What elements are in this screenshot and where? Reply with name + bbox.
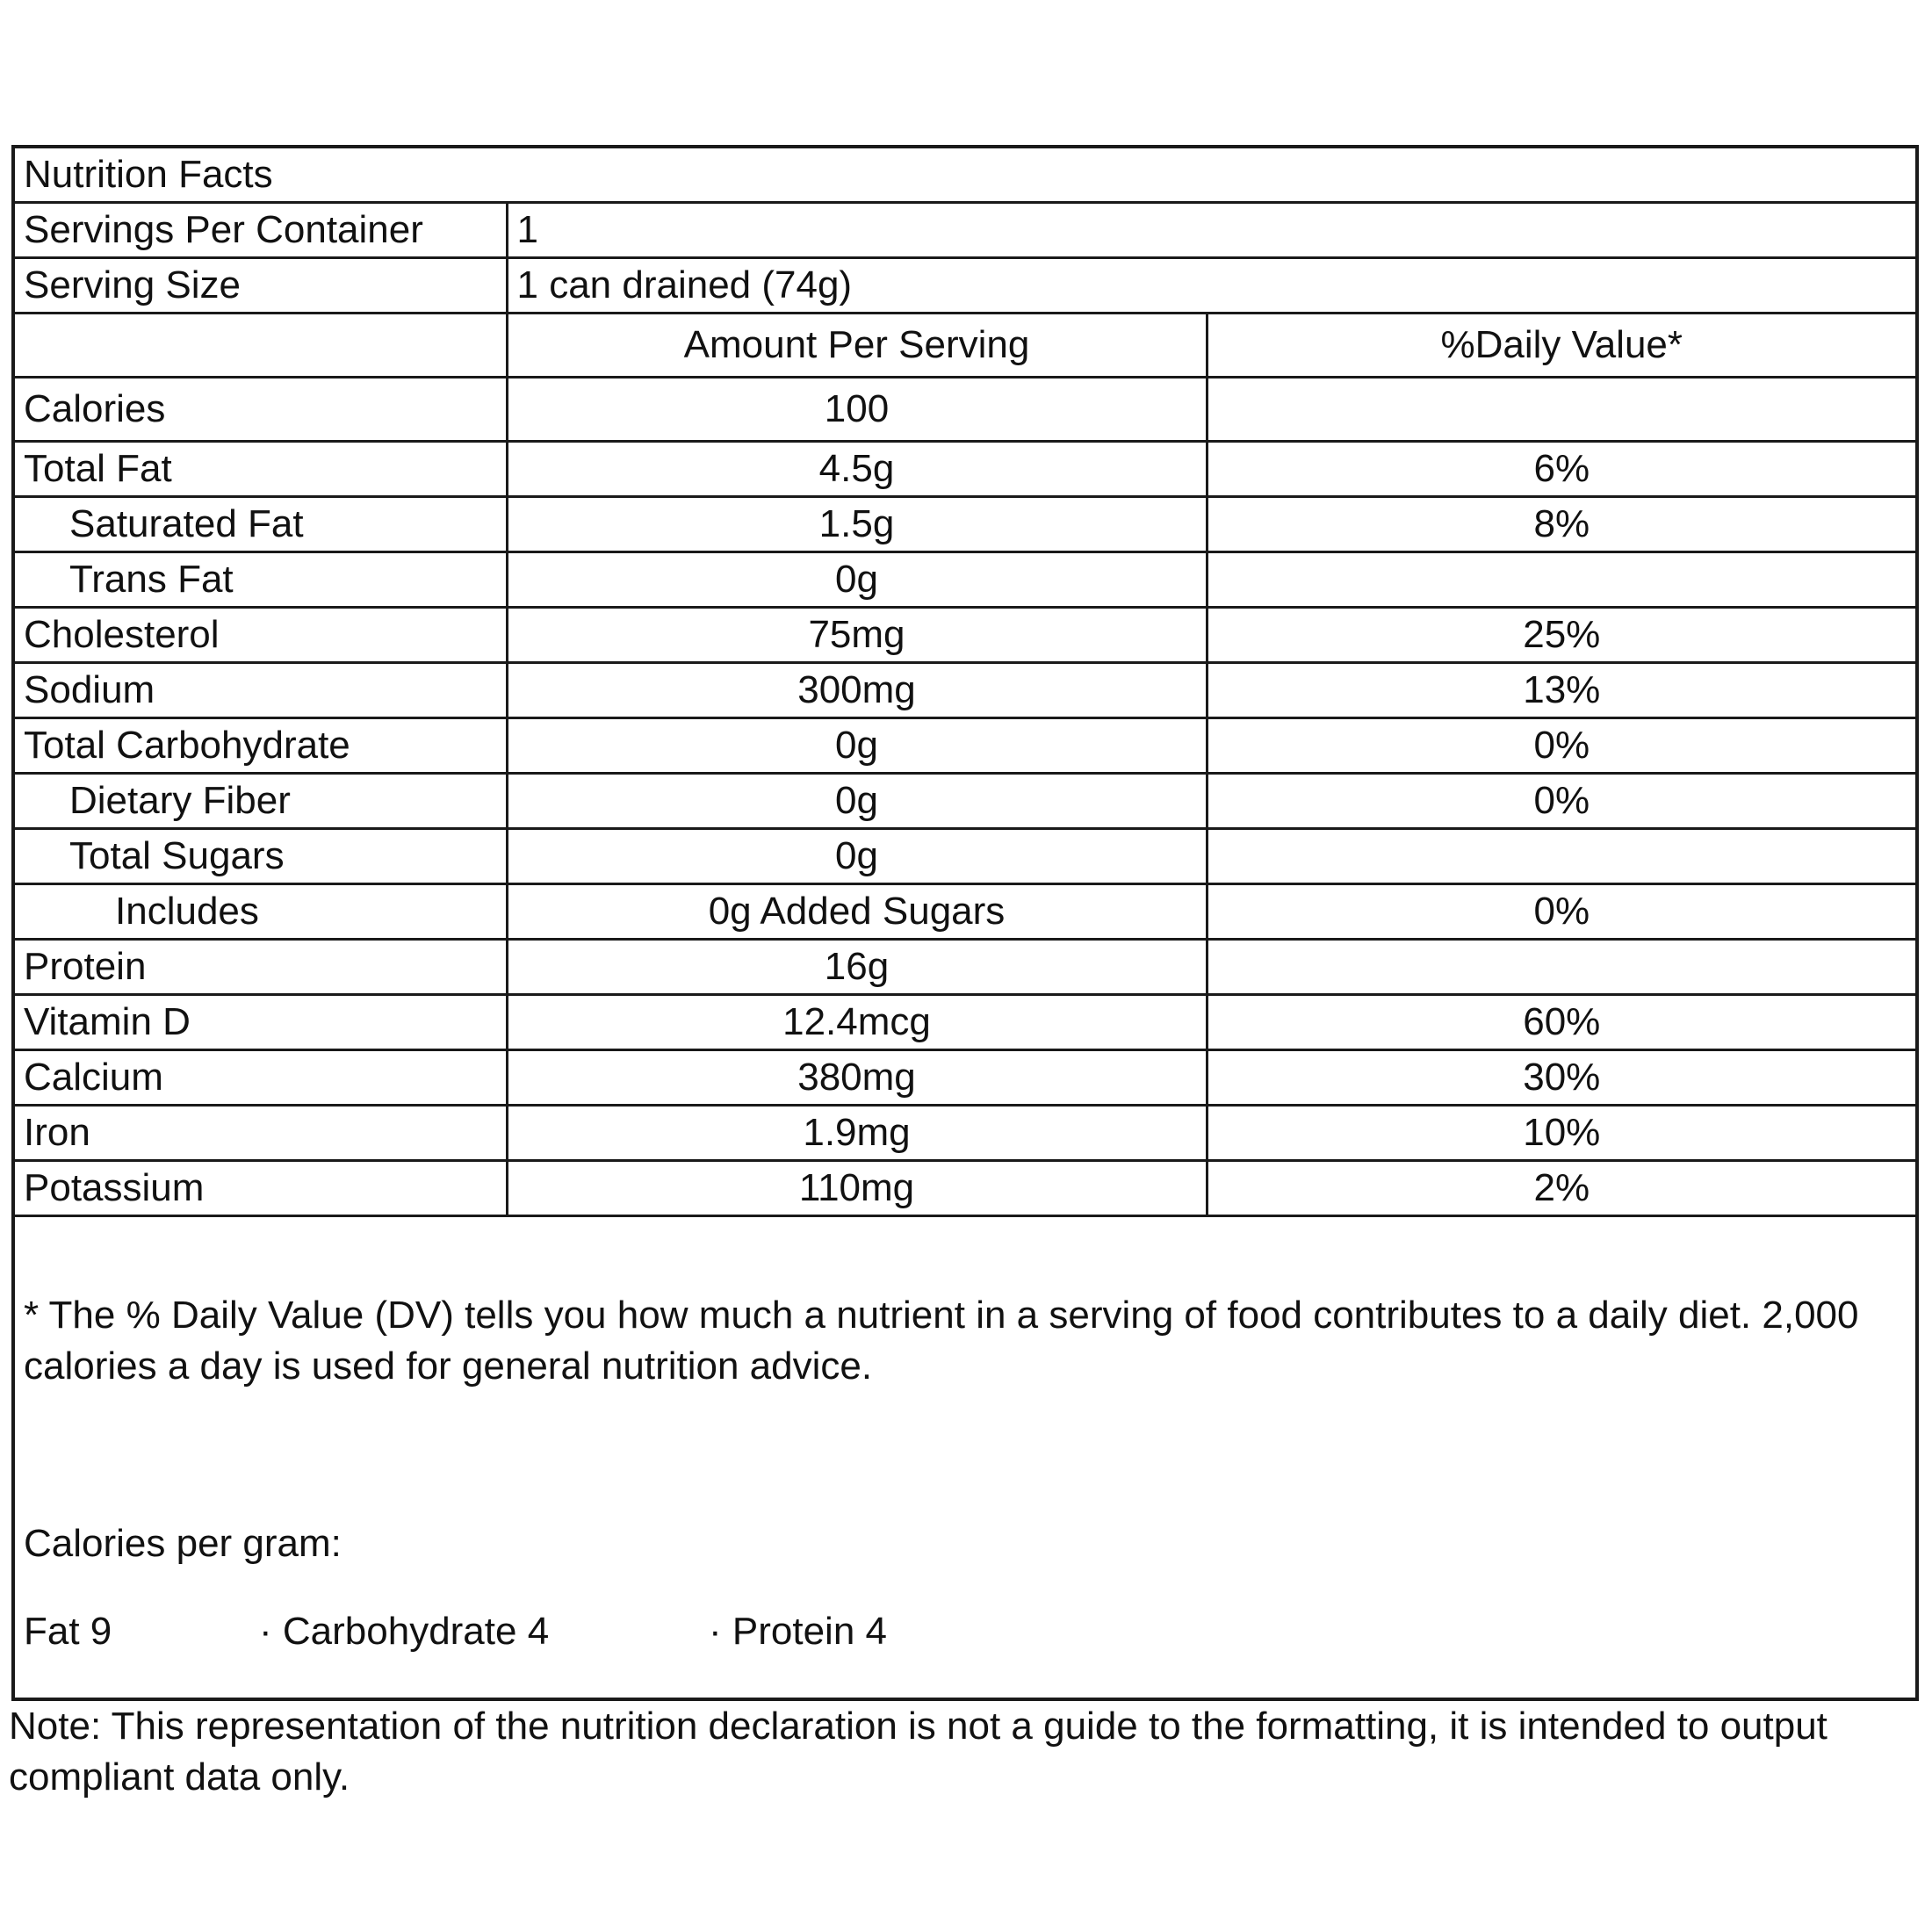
nutrient-daily-value: 60% [1207,995,1915,1050]
nutrient-name: Total Sugars [15,829,507,884]
formatting-note: Note: This representation of the nutrition declaration is not a guide to the formatting, it is intended to output compliant data only. [9,1705,1827,1799]
nutrient-row-added-sugars [15,884,1915,940]
nutrient-row-calcium [15,1050,1915,1106]
label-title: Nutrition Facts [15,148,1915,203]
nutrient-name: Trans Fat [15,552,507,608]
nutrient-row-trans-fat [15,552,1915,608]
nutrient-daily-value: 8% [1207,497,1915,552]
nutrient-name: Potassium [15,1161,507,1216]
nutrient-name: Sodium [15,663,507,718]
title-row [15,148,1915,203]
nutrient-row-vitamin-d [15,995,1915,1050]
column-header-blank [15,314,507,378]
nutrient-amount: 0g Added Sugars [507,884,1207,940]
calories-per-gram-fat: Fat 9 [24,1610,112,1653]
serving-size-value: 1 can drained (74g) [507,258,1915,314]
nutrient-amount: 75mg [507,608,1207,663]
column-header-row [15,314,1915,378]
nutrient-daily-value: 13% [1207,663,1915,718]
servings-per-container-label: Servings Per Container [15,203,507,258]
nutrient-daily-value: 10% [1207,1106,1915,1161]
calories-per-gram-carbohydrate: · Carbohydrate 4 [259,1610,550,1653]
nutrient-amount: 1.9mg [507,1106,1207,1161]
column-header-amount: Amount Per Serving [507,314,1207,378]
nutrient-row-sodium [15,663,1915,718]
nutrient-row-calories [15,378,1915,442]
nutrient-row-dietary-fiber [15,774,1915,829]
nutrient-daily-value [1207,829,1915,884]
calories-per-gram-values [15,1606,1069,1657]
serving-size-row [15,258,1915,314]
nutrient-name: Total Fat [15,442,507,497]
nutrient-row-total-fat [15,442,1915,497]
nutrient-row-cholesterol [15,608,1915,663]
serving-size-label: Serving Size [15,258,507,314]
servings-per-container-row [15,203,1915,258]
nutrient-row-total-carbohydrate [15,718,1915,774]
nutrient-row-protein [15,940,1915,995]
nutrient-daily-value [1207,378,1915,442]
nutrient-amount: 0g [507,552,1207,608]
nutrient-daily-value: 0% [1207,718,1915,774]
nutrient-name: Includes [15,884,507,940]
nutrient-amount: 12.4mcg [507,995,1207,1050]
nutrient-name: Saturated Fat [15,497,507,552]
nutrient-daily-value: 6% [1207,442,1915,497]
nutrient-name: Dietary Fiber [15,774,507,829]
nutrient-amount: 110mg [507,1161,1207,1216]
nutrient-daily-value [1207,552,1915,608]
nutrient-name: Vitamin D [15,995,507,1050]
nutrient-name: Protein [15,940,507,995]
nutrient-row-iron [15,1106,1915,1161]
nutrient-row-saturated-fat [15,497,1915,552]
nutrient-name: Total Carbohydrate [15,718,507,774]
nutrient-row-total-sugars [15,829,1915,884]
nutrient-amount: 1.5g [507,497,1207,552]
nutrient-row-potassium [15,1161,1915,1216]
calories-per-gram-protein: · Protein 4 [709,1610,887,1653]
nutrient-amount: 0g [507,774,1207,829]
daily-value-footnote: * The % Daily Value (DV) tells you how much a nutrient in a serving of food contributes to a daily diet. 2,000 calories a day is used for general nutrition advice. [24,1294,1859,1388]
nutrient-name: Iron [15,1106,507,1161]
nutrient-daily-value: 25% [1207,608,1915,663]
nutrient-amount: 300mg [507,663,1207,718]
nutrient-amount: 0g [507,718,1207,774]
nutrient-name: Calories [15,378,507,442]
nutrient-daily-value: 2% [1207,1161,1915,1216]
nutrient-amount: 0g [507,829,1207,884]
nutrient-amount: 380mg [507,1050,1207,1106]
nutrition-table [15,148,1915,1217]
nutrient-amount: 4.5g [507,442,1207,497]
nutrient-daily-value: 0% [1207,884,1915,940]
nutrient-amount: 100 [507,378,1207,442]
nutrient-name: Calcium [15,1050,507,1106]
servings-per-container-value: 1 [507,203,1915,258]
nutrient-amount: 16g [507,940,1207,995]
nutrition-facts-label [11,145,1919,1701]
nutrient-daily-value [1207,940,1915,995]
calories-per-gram-title: Calories per gram: [24,1522,342,1565]
column-header-daily-value: %Daily Value* [1207,314,1915,378]
nutrient-daily-value: 0% [1207,774,1915,829]
nutrient-daily-value: 30% [1207,1050,1915,1106]
nutrient-name: Cholesterol [15,608,507,663]
